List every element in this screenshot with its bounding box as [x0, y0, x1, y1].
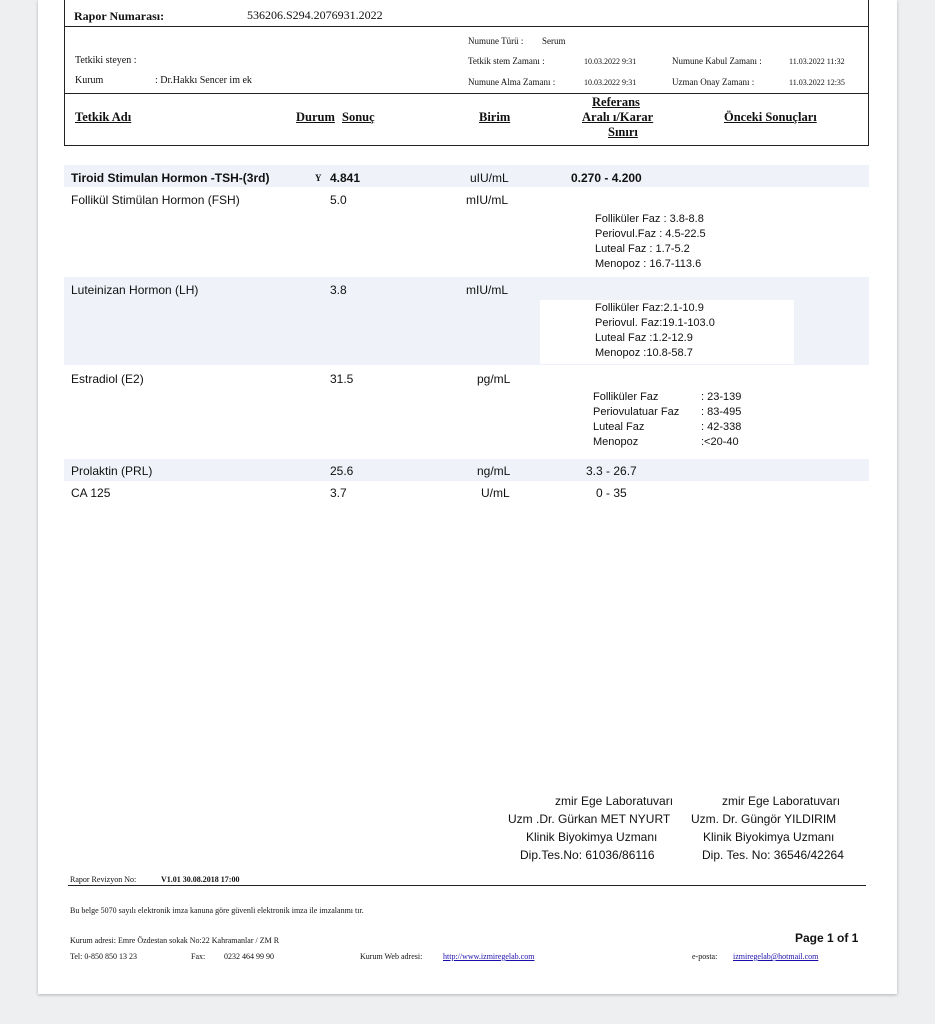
reference-label: Folliküler Faz: [593, 391, 659, 403]
accept-time-value: 11.03.2022 11:32: [789, 57, 845, 66]
signature-1-lab: zmir Ege Laboratuvarı: [554, 794, 674, 808]
signature-2-diploma: Dip. Tes. No: 36546/42264: [702, 848, 844, 862]
request-time-label: Tetkik stem Zamanı :: [468, 56, 545, 66]
institution-value: : Dr.Hakkı Sencer im ek: [155, 75, 252, 86]
report-page: [38, 0, 897, 994]
signature-1-doctor: Uzm .Dr. Gürkan MET NYURT: [508, 812, 671, 826]
result-value: 3.8: [330, 283, 347, 297]
result-value: 31.5: [330, 372, 354, 386]
signature-1-diploma: Dip.Tes.No: 61036/86116: [520, 848, 655, 862]
unit: mIU/mL: [466, 283, 508, 297]
unit: ng/mL: [477, 464, 511, 478]
reference-line: Menopoz : 16.7-113.6: [595, 258, 702, 270]
reference-line: Luteal Faz :1.2-12.9: [595, 332, 693, 344]
accept-time-label: Numune Kabul Zamanı :: [672, 56, 762, 66]
footer-divider: [68, 885, 866, 886]
revision-value: V1.01 30.08.2018 17:00: [161, 875, 240, 884]
result-value: 3.7: [330, 486, 347, 500]
esign-note: Bu belge 5070 sayılı elektronik imza kanuna göre güvenli elektronik imza ile imzalanmı tır.: [70, 906, 364, 915]
revision-label: Rapor Revizyon No:: [70, 875, 137, 884]
reference-label: Menopoz: [593, 436, 639, 448]
approve-time-label: Uzman Onay Zamanı :: [672, 77, 755, 87]
requester-label: Tetkiki steyen :: [75, 55, 137, 66]
column-reference-line1: Referans: [592, 95, 640, 109]
report-number-value: 536206.S294.2076931.2022: [247, 8, 383, 22]
report-number-label: Rapor Numarası:: [74, 9, 165, 23]
status-flag: Y: [315, 173, 322, 183]
test-name: Prolaktin (PRL): [71, 464, 153, 478]
reference-range: 3.3 - 26.7: [586, 464, 637, 478]
sample-type-label: Numune Türü :: [468, 36, 524, 46]
address: Kurum adresi: Emre Özdestan sokak No:22 Kahramanlar / ZM R: [70, 936, 280, 945]
email-label: e-posta:: [692, 952, 718, 961]
request-time-value: 10.03.2022 9:31: [584, 57, 637, 66]
reference-line: Luteal Faz : 1.7-5.2: [595, 243, 690, 255]
reference-value: : 83-495: [701, 406, 742, 418]
result-value: 4.841: [330, 171, 361, 185]
reference-line: Folliküler Faz : 3.8-8.8: [595, 213, 704, 225]
unit: pg/mL: [477, 372, 511, 386]
unit: mIU/mL: [466, 193, 508, 207]
reference-value: : 42-338: [701, 421, 742, 433]
column-reference-line2: Aralı ı/Karar: [582, 110, 654, 124]
column-previous: Önceki Sonuçları: [724, 110, 817, 124]
reference-label: Luteal Faz: [593, 421, 645, 433]
header-divider: [64, 93, 869, 94]
fax-label: Fax:: [191, 952, 206, 961]
test-name: CA 125: [71, 486, 111, 500]
collect-time-label: Numune Alma Zamanı :: [468, 77, 556, 87]
result-value: 5.0: [330, 193, 347, 207]
row-shade-prl: [64, 459, 869, 481]
web-link[interactable]: http://www.izmiregelab.com: [443, 952, 535, 961]
reference-range: 0 - 35: [596, 486, 627, 500]
reference-line: Menopoz :10.8-58.7: [595, 347, 693, 359]
email-link[interactable]: izmiregelab@hotmail.com: [733, 952, 819, 961]
report-number-box: [64, 0, 869, 27]
reference-value: :<20-40: [701, 436, 739, 448]
approve-time-value: 11.03.2022 12:35: [789, 78, 845, 87]
signature-1-title: Klinik Biyokimya Uzmanı: [526, 830, 658, 844]
column-status: Durum: [296, 110, 335, 124]
unit: uIU/mL: [470, 171, 509, 185]
reference-line: Periovul. Faz:19.1-103.0: [595, 317, 715, 329]
reference-range: 0.270 - 4.200: [571, 171, 642, 185]
test-name: Tiroid Stimulan Hormon -TSH-(3rd): [71, 171, 270, 185]
reference-line: Periovul.Faz : 4.5-22.5: [595, 228, 706, 240]
reference-label: Periovulatuar Faz: [593, 406, 680, 418]
test-name: Luteinizan Hormon (LH): [71, 283, 199, 297]
institution-label: Kurum: [75, 75, 104, 86]
reference-value: : 23-139: [701, 391, 742, 403]
column-test-name: Tetkik Adı: [75, 110, 132, 124]
reference-line: Folliküler Faz:2.1-10.9: [595, 302, 704, 314]
signature-2-doctor: Uzm. Dr. Güngör YILDIRIM: [691, 812, 837, 826]
column-result: Sonuç: [342, 110, 375, 124]
test-name: Estradiol (E2): [71, 372, 144, 386]
result-value: 25.6: [330, 464, 354, 478]
test-name: Follikül Stimülan Hormon (FSH): [71, 193, 240, 207]
sample-type-value: Serum: [542, 36, 566, 46]
signature-2-lab: zmir Ege Laboratuvarı: [721, 794, 841, 808]
page-number: Page 1 of 1: [795, 931, 859, 945]
signature-2-title: Klinik Biyokimya Uzmanı: [703, 830, 835, 844]
collect-time-value: 10.03.2022 9:31: [584, 78, 637, 87]
phone: Tel: 0-850 850 13 23: [70, 952, 137, 961]
web-label: Kurum Web adresi:: [360, 952, 423, 961]
column-reference-line3: Sınırı: [608, 125, 638, 139]
fax-value: 0232 464 99 90: [224, 952, 274, 961]
column-unit: Birim: [479, 110, 511, 124]
unit: U/mL: [481, 486, 510, 500]
